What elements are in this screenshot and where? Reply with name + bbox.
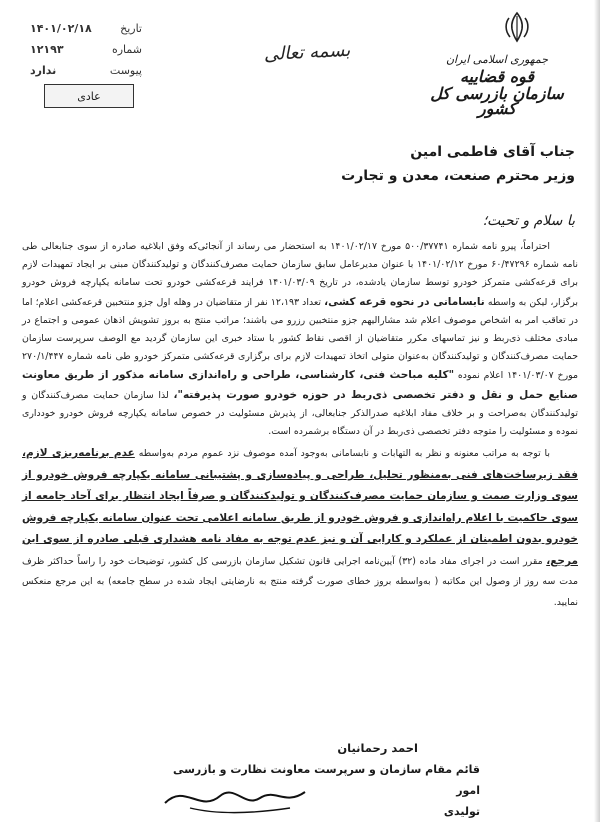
p1-part-e: لذا سازمان حمایت مصرف‌کنندگان و تولیدکنندگان به‌صراحت و بر خلاف مفاد ابلاغیه صدرالذکر جنابعالی، از پذیرش مسئولیت در خصوص سامانه یکپارچه فروش خودرو خودداری نموده و مسئولیت را متوجه دفتر تخصصی ذی‌ربط در آن دستگاه برشمرده است. — [22, 389, 578, 438]
organization-name — [412, 52, 582, 116]
p1-part-b: نابسامانی در نحوه قرعه کشی، — [324, 295, 485, 308]
number-label: شماره — [111, 43, 142, 56]
number-row — [30, 39, 142, 60]
p1-part-a: احتراماً، پیرو نامه شماره ۵۰۰/۳۷۷۴۱ مورخ ۱۴۰۱/۰۲/۱۷ به استحضار می رساند از آنجائی‌که وفق ابلاغیه صادره از سوی جنابعالی طی نامه شماره ۶۰/۴۷۲۹۶ مورخ ۱۴۰۱/۰۲/۱۲ با عنوان مدیرعامل سابق سازمان حمایت مصرف‌کنندگان و تولیدکنندگان مبنی بر ایجاد تمهیدات لازم برای قرعه‌کشی متمرکز خودرو توسط سازمان یادشده، در تاریخ ۱۴۰۱/۰۳/۰۹ فرایند قرعه‌کشی خودرو تحت سامانه یکپارچه فروش خودرو برگزار، لیکن به واسطه — [22, 241, 579, 308]
date-label: تاریخ — [120, 22, 142, 35]
attachment-label: پیوست — [109, 64, 142, 77]
classification-badge: عادی — [44, 84, 134, 108]
paragraph-2 — [22, 443, 578, 613]
signer-name: احمد رحمانیان — [337, 741, 418, 755]
iran-emblem-icon — [500, 10, 534, 44]
bismillah-heading: بسمه تعالی — [263, 39, 351, 66]
p2-part-c: مقرر است در اجرای مفاد ماده (۳۲) آیین‌نامه اجرایی قانون تشکیل سازمان بازرسی کل کشور، توضیحات خود را راساً حداکثر ظرف مدت سه روز از وصول این مکاتبه ( به‌واسطه بروز خطای صورت گرفته منتج به نارضایتی ایجاد شده در سطح جامعه) به این مرجع منعکس نمایید. — [22, 555, 578, 608]
letter-body — [22, 238, 578, 613]
p2-part-a: با توجه به مراتب معنونه و نظر به التهابات و نابسامانی به‌وجود آمده موصوف نزد عموم مردم به‌واسطه — [138, 448, 550, 460]
scan-edge — [594, 0, 600, 822]
attachment-row — [30, 60, 142, 81]
letter-metadata — [30, 18, 142, 108]
paragraph-1 — [22, 238, 578, 441]
org-line-2: قوه قضاییه — [459, 67, 535, 86]
attachment-value: ندارد — [30, 64, 57, 77]
recipient-title: وزیر محترم صنعت، معدن و تجارت — [341, 168, 575, 184]
signer-title-line-2: تولیدی — [443, 805, 480, 818]
signer-title-line-1: قائم مقام سازمان و سرپرست معاونت نظارت و بازرسی امور — [172, 763, 480, 797]
date-row — [30, 18, 142, 39]
p2-part-b: عدم برنامه‌ریزی لازم، فقد زیرساخت‌های فنی به‌منظور تحلیل، طراحی و پیاده‌سازی و پشتیبانی سامانه یکپارچه فروش خودرو از سوی وزارت صمت و سازمان حمایت مصرف‌کنندگان و تولیدکنندگان و صرفاً ایجاد انتظار برای آحاد جامعه از سوی حاکمیت با اعلام راه‌اندازی و فروش خودرو از طریق سامانه اعلامی تحت عنوان سامانه یکپارچه فروش خودرو بدون اطمینان از عملکرد و کارایی آن و نیز عدم توجه به مفاد نامه هشداری قبلی صادره از سوی این مرجع، — [22, 447, 578, 567]
date-value: ۱۴۰۱/۰۲/۱۸ — [30, 22, 92, 35]
org-line-1: جمهوری اسلامی ایران — [445, 53, 549, 66]
org-line-3: سازمان بازرسی کل کشور — [430, 84, 564, 118]
p1-part-c: تعداد ۱۲،۱۹۳ نفر از متقاضیان در وهله اول جزو منتخبین قرعه‌کشی اعلام؛ اما در تعاقب امر به اشخاص موصوف اعلام شد مشارالیهم جزو منتخبین رزرو می باشند؛ مراتب منتج به بروز تشویش اذهان عمومی و اجتماع در مبادی مختلف ذی‌ربط و نیز تماسهای مکرر متقاضیان از اقصی نقاط کشور با ستاد خبری این سازمان گردید مع الوصف سرپرست سازمان حمایت مصرف‌کنندگان و تولیدکنندگان به‌عنوان متولی اتخاذ تمهیدات لازم برای برگزاری قرعه‌کشی متمرکز خودرو طی نامه شماره ۲۷۰/۱/۴۴۷ مورخ ۱۴۰۱/۰۳/۰۷ اعلام نموده — [22, 296, 578, 382]
handwritten-signature-icon — [160, 778, 310, 818]
p1-part-d: "کلیه مباحث فنی، کارشناسی، طراحی و راه‌اندازی سامانه مذکور از طریق معاونت صنایع حمل و نقل و دفتر تخصصی ذی‌ربط در حوزه خودرو صورت پذیرفته"، — [22, 369, 578, 401]
recipient-block — [115, 140, 575, 188]
recipient-name: جناب آقای فاطمی امین — [410, 144, 575, 160]
number-value: ۱۲۱۹۳ — [30, 43, 64, 56]
greeting: با سلام و تحیت؛ — [482, 213, 575, 229]
